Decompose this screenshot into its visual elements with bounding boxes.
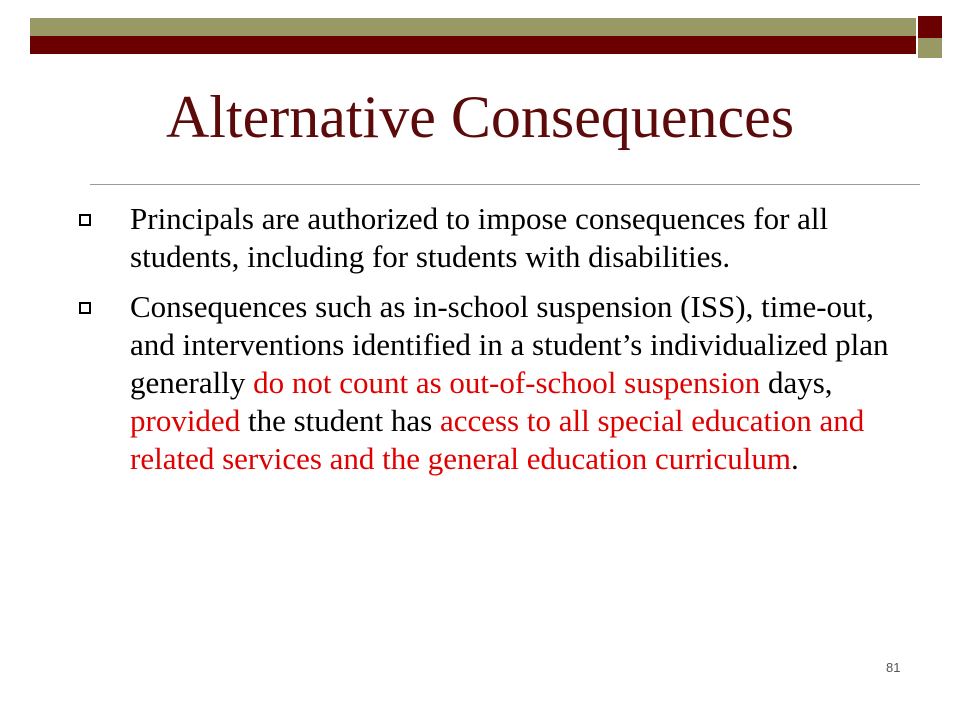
emphasis-text: provided (130, 403, 241, 438)
corner-olive-block (918, 38, 942, 58)
bullet-item (72, 200, 922, 276)
bullet-list (72, 200, 922, 490)
slide-title: Alternative Consequences (165, 84, 795, 150)
bullet-text: Principals are authorized to impose consequences for all students, including for students with disabilities. (130, 201, 829, 274)
hollow-square-icon (79, 302, 91, 314)
bullet-text-segment: . (791, 441, 799, 476)
bullet-text (130, 289, 888, 476)
title-divider (90, 184, 920, 185)
hollow-square-icon (79, 214, 91, 226)
emphasis-text: access to all special education and related services and the general education curriculum (130, 403, 865, 476)
bullet-item (72, 288, 922, 478)
page-number: 81 (886, 660, 901, 675)
top-maroon-bar (30, 36, 916, 54)
bullet-text-segment: the student has (240, 403, 440, 438)
emphasis-text: do not count as out-of-school suspension (253, 365, 761, 400)
bullet-text-segment: Consequences such as in-school suspension (ISS), time-out, and interventions identified in a student’s individualized plan generally (130, 289, 889, 400)
top-olive-bar (30, 18, 916, 36)
corner-maroon-block (918, 16, 942, 38)
bullet-text-segment: days, (760, 365, 833, 400)
